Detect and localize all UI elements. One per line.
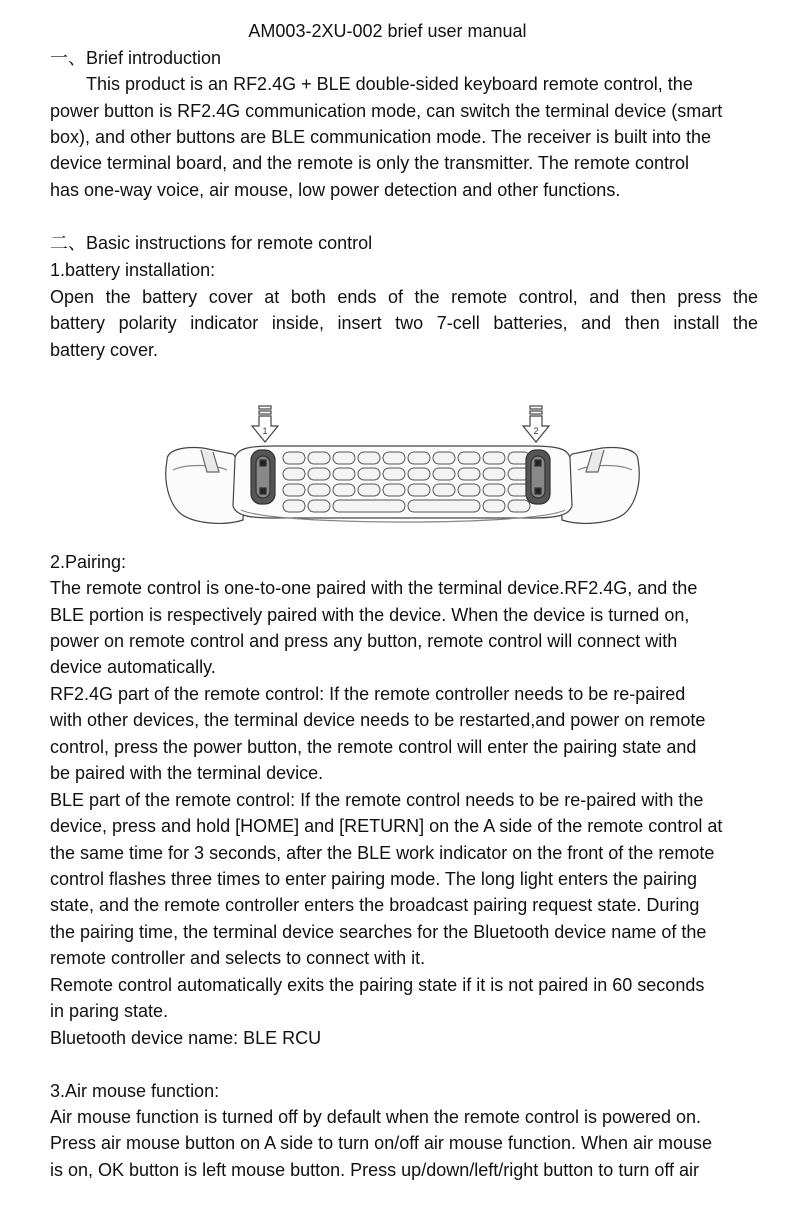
paragraph-line: battery polarity indicator inside, insert two 7-cell batteries, and then install the: [50, 313, 758, 333]
paragraph-line: state, and the remote controller enters the broadcast pairing request state. During: [50, 895, 700, 915]
arrow-label-1: 1: [262, 426, 268, 436]
paragraph-line: RF2.4G part of the remote control: If the remote controller needs to be re-paired: [50, 684, 686, 704]
arrow-label-2: 2: [533, 426, 539, 436]
battery-cover-left: [251, 450, 275, 504]
paragraph-line: battery cover.: [50, 340, 159, 360]
paragraph-line: device, press and hold [HOME] and [RETURN] on the A side of the remote control at: [50, 816, 723, 836]
paragraph-line: BLE portion is respectively paired with the device. When the device is turned on,: [50, 605, 690, 625]
paragraph-line: Open the battery cover at both ends of the remote control, and then press the: [50, 287, 758, 307]
subheading-pairing: 2.Pairing:: [50, 552, 127, 572]
paragraph-line: be paired with the terminal device.: [50, 763, 324, 783]
paragraph-line: power button is RF2.4G communication mode, can switch the terminal device (smart: [50, 101, 723, 121]
paragraph-line: BLE part of the remote control: If the remote control needs to be re-paired with the: [50, 790, 704, 810]
battery-cover-right: [526, 450, 550, 504]
paragraph-line: control, press the power button, the remote control will enter the pairing state and: [50, 737, 697, 757]
arrow-down-icon: [523, 406, 549, 442]
paragraph-line: Press air mouse button on A side to turn on/off air mouse function. When air mouse: [50, 1133, 713, 1153]
paragraph-line: the same time for 3 seconds, after the BLE work indicator on the front of the remote: [50, 843, 715, 863]
subheading-battery-installation: 1.battery installation:: [50, 260, 216, 280]
section-heading-introduction: 一、Brief introduction: [50, 48, 222, 68]
paragraph-line: The remote control is one-to-one paired with the terminal device.RF2.4G, and the: [50, 578, 698, 598]
arrow-down-icon: [252, 406, 278, 442]
paragraph-line: in paring state.: [50, 1001, 169, 1021]
paragraph-line: device automatically.: [50, 657, 216, 677]
paragraph-line: the pairing time, the terminal device searches for the Bluetooth device name of the: [50, 922, 707, 942]
paragraph-line: box), and other buttons are BLE communication mode. The receiver is built into the: [50, 127, 712, 147]
paragraph-line: remote controller and selects to connect with it.: [50, 948, 426, 968]
paragraph-line: Air mouse function is turned off by default when the remote control is powered on.: [50, 1107, 702, 1127]
paragraph-line: Remote control automatically exits the pairing state if it is not paired in 60 seconds: [50, 975, 705, 995]
subheading-air-mouse: 3.Air mouse function:: [50, 1081, 220, 1101]
section-heading-basic-instructions: 二、Basic instructions for remote control: [50, 233, 373, 253]
paragraph-line: device terminal board, and the remote is only the transmitter. The remote control: [50, 153, 689, 173]
paragraph-line: with other devices, the terminal device needs to be restarted,and power on remote: [50, 710, 706, 730]
battery-installation-figure: [155, 398, 650, 538]
document-title: AM003-2XU-002 brief user manual: [248, 21, 527, 41]
paragraph-line: control flashes three times to enter pairing mode. The long light enters the pairing: [50, 869, 698, 889]
paragraph-line: Bluetooth device name: BLE RCU: [50, 1028, 322, 1048]
paragraph-line: power on remote control and press any button, remote control will connect with: [50, 631, 678, 651]
paragraph-line: is on, OK button is left mouse button. Press up/down/left/right button to turn off air: [50, 1160, 700, 1180]
paragraph-line: This product is an RF2.4G + BLE double-sided keyboard remote control, the: [86, 74, 693, 94]
paragraph-line: has one-way voice, air mouse, low power detection and other functions.: [50, 180, 621, 200]
